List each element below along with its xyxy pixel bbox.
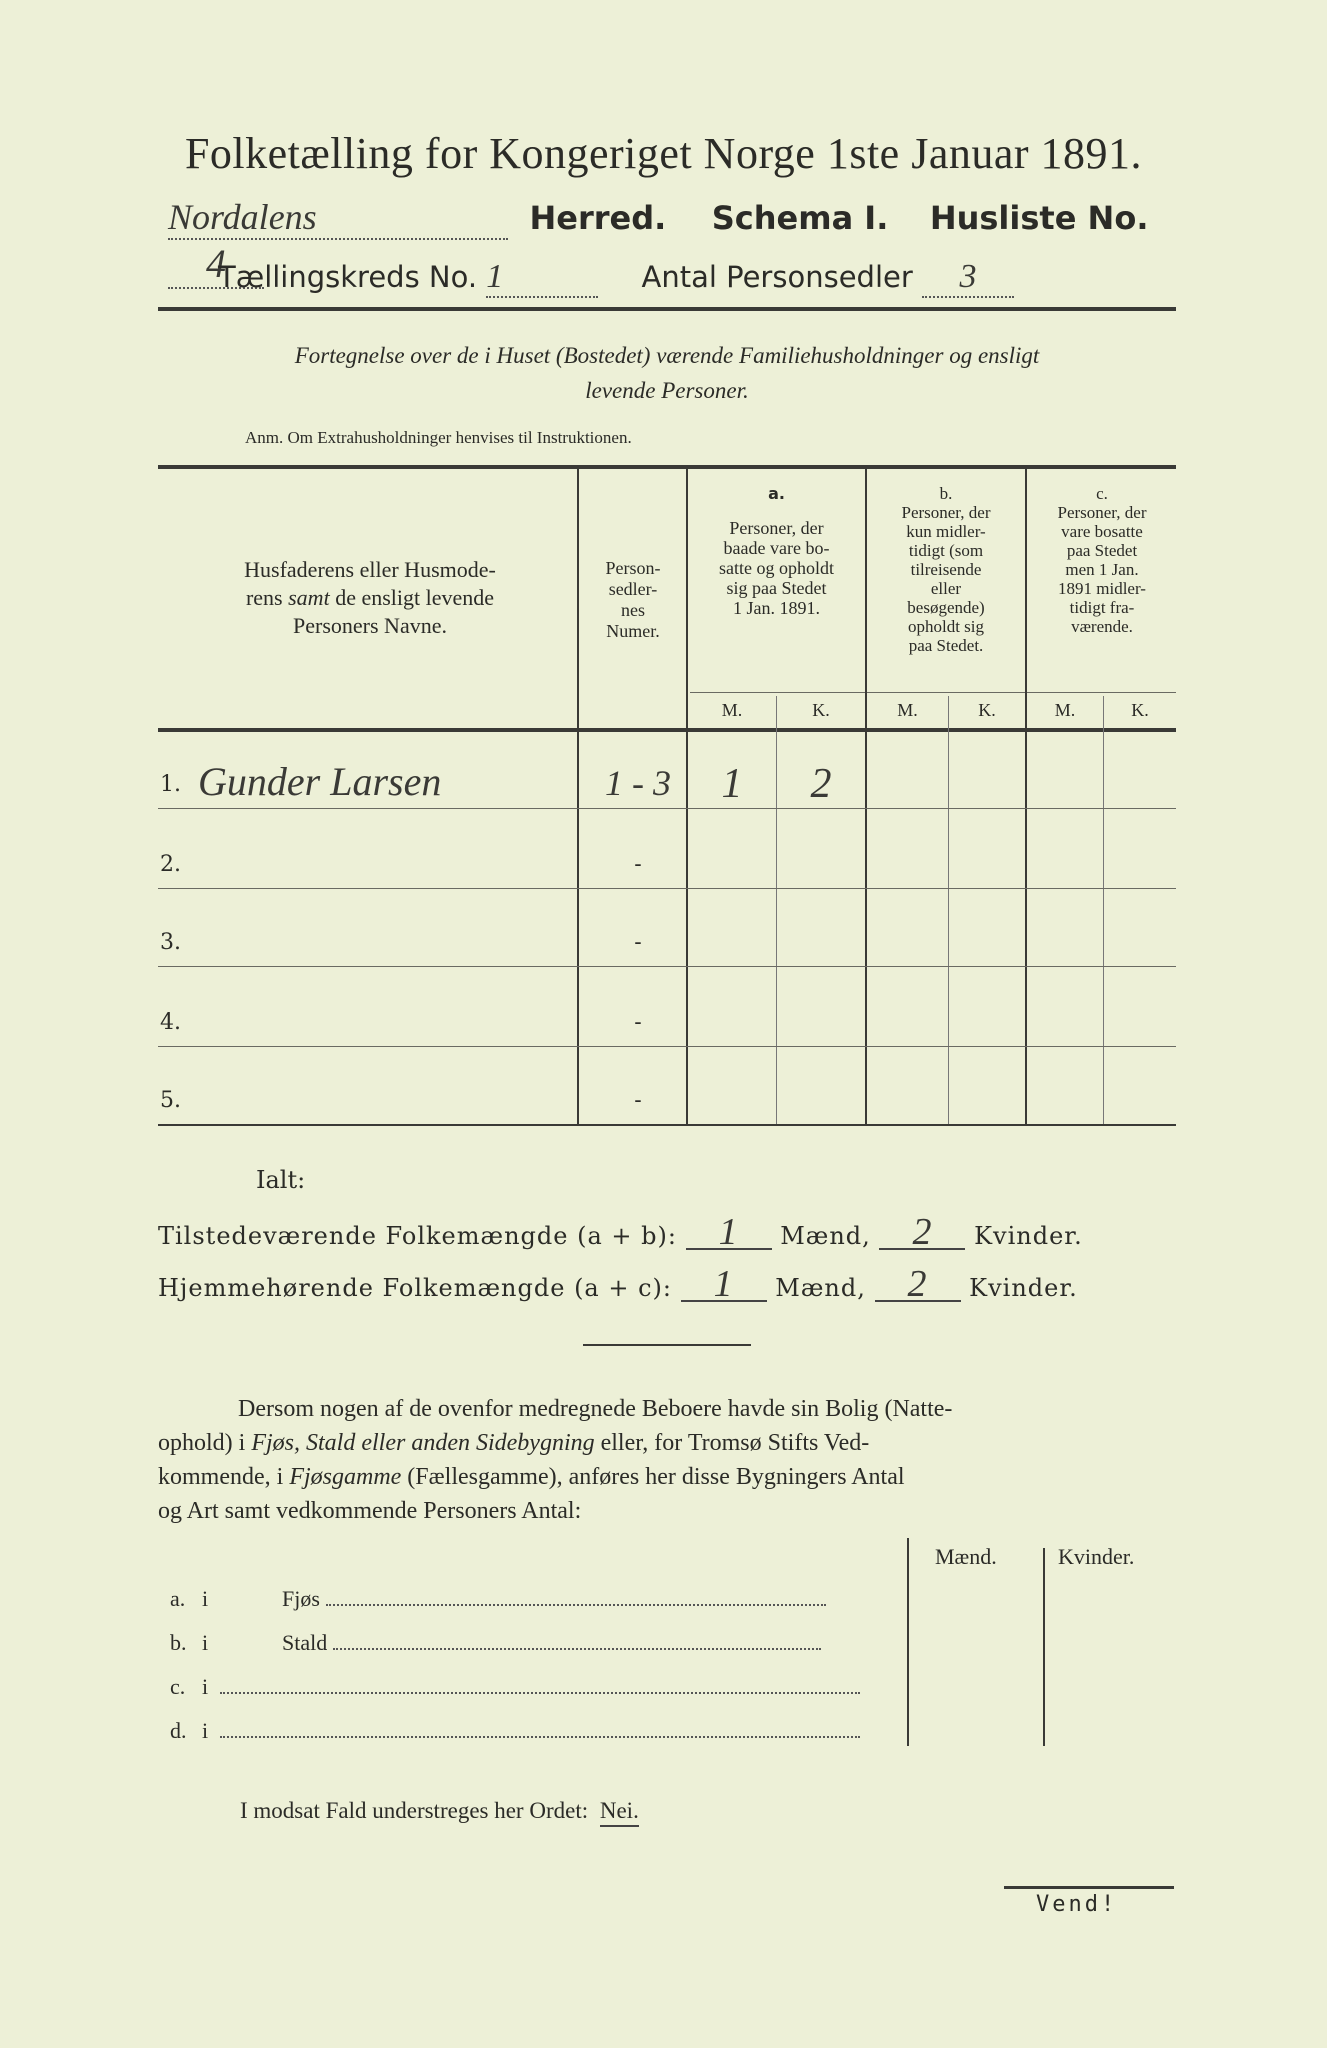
header-col-c-line: paa Stedet xyxy=(1066,541,1138,560)
building-item xyxy=(170,1630,896,1656)
building-dots xyxy=(220,1692,860,1694)
tilst-label: Tilstedeværende Folkemængde (a + b): xyxy=(158,1222,677,1250)
buildings-line xyxy=(158,1460,1176,1494)
header-col-a xyxy=(688,484,865,618)
buildings-part: (Fællesgamme), anføres her disse Bygningers Antal xyxy=(401,1464,905,1490)
maend-label: Mænd, xyxy=(775,1274,866,1302)
header-col-c-letter: c. xyxy=(1096,484,1108,503)
table-top-rule xyxy=(158,465,1176,469)
header-col-c-line: 1891 midler- xyxy=(1058,579,1146,598)
husliste-label: Husliste No. xyxy=(929,199,1149,237)
row-person-num: - xyxy=(634,852,642,877)
header-col-b-line: Personer, der xyxy=(901,503,991,522)
label-c-k: K. xyxy=(1131,700,1149,720)
buildings-part: Fjøsgamme xyxy=(289,1464,402,1490)
label-c-m: M. xyxy=(1054,700,1076,720)
row-person-num: - xyxy=(634,930,642,955)
row-number: 5. xyxy=(160,1088,181,1113)
header-col-c-line: tidigt fra- xyxy=(1069,598,1135,617)
header-names xyxy=(170,556,570,640)
table-row xyxy=(158,930,1176,970)
header-col-a-line: sig paa Stedet xyxy=(726,578,827,598)
header-col-a-line: satte og opholdt xyxy=(719,558,834,578)
header-col-a-line: baade vare bo- xyxy=(723,538,830,558)
col-divider xyxy=(1103,696,1104,1124)
table-row xyxy=(158,852,1176,892)
header-col-b-line: paa Stedet. xyxy=(908,636,984,655)
tilst-m-value: 1 xyxy=(686,1216,772,1250)
vend-label: Vend! xyxy=(1036,1892,1118,1917)
label-a-k: K. xyxy=(812,700,830,720)
header-col-b-line: kun midler- xyxy=(906,522,986,541)
building-item xyxy=(170,1586,896,1612)
building-letter: a. xyxy=(170,1586,186,1611)
buildings-divider xyxy=(1043,1548,1045,1746)
building-dots xyxy=(220,1736,860,1738)
header-col-a-line: 1 Jan. 1891. xyxy=(733,598,820,618)
form-title: Folketælling for Kongeriget Norge 1ste Januar 1891. xyxy=(184,129,1143,178)
maend-label: Mænd, xyxy=(780,1222,871,1250)
building-dots xyxy=(326,1604,826,1606)
header-col-c-line: vare bosatte xyxy=(1061,522,1143,541)
label-a-m: M. xyxy=(721,700,743,720)
header-num-line: Person- xyxy=(605,558,661,578)
husliste-value: 4 xyxy=(168,240,264,289)
buildings-line xyxy=(158,1426,1176,1460)
header-col-b-line: opholdt sig xyxy=(907,617,985,636)
ialt-label: Ialt: xyxy=(256,1166,306,1194)
table-header-rule xyxy=(158,728,1176,732)
row-number: 4. xyxy=(160,1010,181,1035)
mk-rule xyxy=(690,692,1176,693)
header-col-b-line: tidigt (som xyxy=(908,541,984,560)
schema-label: Schema I. xyxy=(711,199,889,237)
table-row xyxy=(158,1010,1176,1050)
building-letter: b. xyxy=(170,1630,187,1655)
tilst-k-value: 2 xyxy=(879,1216,965,1250)
buildings-part: kommende, i xyxy=(158,1464,290,1490)
header-col-c xyxy=(1027,484,1177,636)
header-col-c-line: værende. xyxy=(1071,617,1133,636)
building-i: i xyxy=(202,1586,209,1611)
building-i: i xyxy=(202,1718,209,1743)
header-names-line: Personers Navne. xyxy=(293,613,447,638)
building-item xyxy=(170,1718,896,1744)
row-a-m: 1 xyxy=(721,761,743,807)
header-num-line: nes xyxy=(621,600,645,620)
building-dots xyxy=(333,1648,821,1650)
anm-note: Anm. Om Extrahusholdninger henvises til Instruktionen. xyxy=(245,428,632,447)
table-row xyxy=(158,759,1176,812)
row-number: 3. xyxy=(160,930,181,955)
vend-rule xyxy=(1004,1886,1174,1889)
header-col-c-line: men 1 Jan. xyxy=(1065,560,1139,579)
header-num-line: sedler- xyxy=(608,579,658,599)
col-divider xyxy=(948,696,949,1124)
kreds-label: Tællingskreds No. xyxy=(218,260,478,294)
header-names-part: de ensligt levende xyxy=(329,585,495,610)
header-names-part: samt xyxy=(288,585,330,610)
row-person-num: - xyxy=(634,1010,642,1035)
table-row xyxy=(158,1088,1176,1128)
buildings-text xyxy=(158,1392,1176,1528)
row-number: 1. xyxy=(160,772,181,797)
header-col-b-line: eller xyxy=(930,579,962,598)
antal-label: Antal Personsedler xyxy=(641,260,913,294)
modsat-label: I modsat Fald understreges her Ordet: xyxy=(240,1798,589,1823)
buildings-kvinder-head: Kvinder. xyxy=(1058,1544,1135,1569)
header-col-b xyxy=(867,484,1025,655)
buildings-maend-head: Mænd. xyxy=(935,1544,997,1569)
building-item xyxy=(170,1674,896,1700)
header-col-a-letter: a. xyxy=(768,484,785,503)
tilst-line xyxy=(158,1211,1176,1253)
header-names-line: Husfaderens eller Husmode- xyxy=(244,557,496,582)
buildings-line: Dersom nogen af de ovenfor medregnede Beboere havde sin Bolig (Natte- xyxy=(238,1396,953,1422)
header-col-c-line: Personer, der xyxy=(1057,503,1147,522)
herred-label: Herred. xyxy=(529,199,667,237)
nei-word: Nei. xyxy=(600,1798,639,1827)
label-b-k: K. xyxy=(978,700,996,720)
header-num-line: Numer. xyxy=(606,621,660,641)
hjem-m-value: 1 xyxy=(681,1268,767,1302)
header-names-line xyxy=(170,584,570,612)
row-person-num: - xyxy=(634,1088,642,1113)
intro-line-1: Fortegnelse over de i Huset (Bostedet) værende Familiehusholdninger og ensligt xyxy=(294,343,1040,368)
buildings-divider xyxy=(907,1538,909,1746)
buildings-part: eller, for Tromsø Stifts Ved- xyxy=(594,1430,870,1456)
row-name: Gunder Larsen xyxy=(198,759,442,804)
row-a-k: 2 xyxy=(810,761,832,807)
header-col-b-line: besøgende) xyxy=(907,598,985,617)
hjem-label: Hjemmehørende Folkemængde (a + c): xyxy=(158,1274,672,1302)
header-col-b-line: tilreisende xyxy=(910,560,982,579)
building-letter: d. xyxy=(170,1718,187,1743)
hjem-k-value: 2 xyxy=(875,1268,961,1302)
buildings-line: og Art samt vedkommende Personers Antal: xyxy=(158,1498,582,1524)
building-i: i xyxy=(202,1630,209,1655)
building-label: Fjøs xyxy=(282,1586,320,1611)
antal-value: 3 xyxy=(922,258,1014,298)
building-i: i xyxy=(202,1674,209,1699)
row-person-num: 1 - 3 xyxy=(605,763,671,803)
header-col-a-line: Personer, der xyxy=(729,518,824,538)
kvinder-label: Kvinder. xyxy=(974,1222,1083,1250)
header-num xyxy=(580,558,686,642)
header-names-part: rens xyxy=(245,585,289,610)
kvinder-label: Kvinder. xyxy=(969,1274,1078,1302)
label-b-m: M. xyxy=(897,700,918,720)
kreds-value: 1 xyxy=(486,258,598,298)
herred-value: Nordalens xyxy=(168,196,508,240)
buildings-part: Fjøs, Stald eller anden Sidebygning xyxy=(251,1430,595,1456)
intro-line-2: levende Personer. xyxy=(585,378,749,403)
building-letter: c. xyxy=(170,1674,186,1699)
building-label: Stald xyxy=(282,1630,328,1655)
header-col-b-letter: b. xyxy=(939,484,953,503)
hjem-line xyxy=(158,1263,1176,1305)
buildings-part: ophold) i xyxy=(158,1430,252,1456)
modsat-line xyxy=(240,1798,639,1824)
row-number: 2. xyxy=(160,852,181,877)
section-divider xyxy=(583,1344,751,1346)
